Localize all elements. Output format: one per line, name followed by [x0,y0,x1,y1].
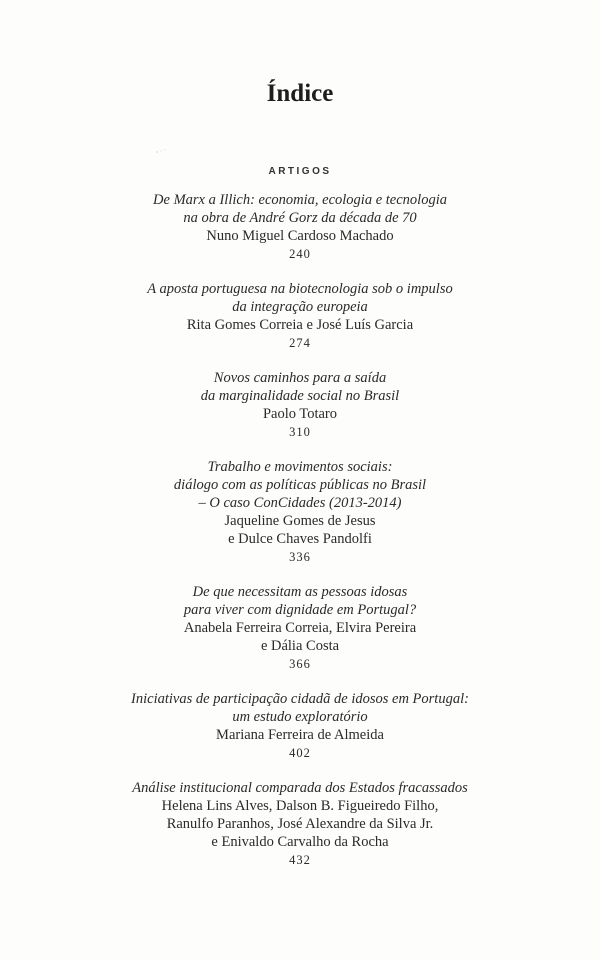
article-page-number: 274 [289,336,311,350]
article-title-line: diálogo com as políticas públicas no Brasil [173,477,427,493]
article-author-line: e Dulce Chaves Pandolfi [228,531,372,547]
article-title-line: De que necessitam as pessoas idosas [192,584,408,600]
article-author-line: Anabela Ferreira Correia, Elvira Pereira [183,620,417,636]
toc-entry [0,369,600,441]
article-title-line: – O caso ConCidades (2013-2014) [198,495,402,511]
toc-entry [0,191,600,263]
article-page-number: 310 [289,425,311,439]
article-title-line: Trabalho e movimentos sociais: [207,459,393,475]
section-heading: ARTIGOS [268,166,332,177]
article-page-number: 366 [289,657,311,671]
article-title-line: na obra de André Gorz da década de 70 [183,210,417,226]
article-title-line: Novos caminhos para a saída [213,370,387,386]
article-title-line: De Marx a Illich: economia, ecologia e tecnologia [153,192,447,208]
article-title-line: um estudo exploratório [232,709,368,725]
article-title-line: da integração europeia [232,299,368,315]
article-author-line: Mariana Ferreira de Almeida [216,727,384,743]
article-title-line: para viver com dignidade em Portugal? [183,602,417,618]
page-title: Índice [266,80,334,107]
toc-entry [0,779,600,869]
article-page-number: 402 [289,746,311,760]
article-author-line: Jaqueline Gomes de Jesus [224,513,376,529]
article-title-line: da marginalidade social no Brasil [200,388,400,404]
article-author-line: Ranulfo Paranhos, José Alexandre da Silva Jr. [166,816,434,832]
article-author-line: Paolo Totaro [262,406,338,422]
article-author-line: Rita Gomes Correia e José Luís Garcia [186,317,414,333]
article-title-line: Iniciativas de participação cidadã de idosos em Portugal: [131,691,469,707]
toc-entry [0,583,600,673]
toc-entry [0,280,600,352]
article-author-line: Helena Lins Alves, Dalson B. Figueiredo Filho, [161,798,439,814]
article-author-line: Nuno Miguel Cardoso Machado [206,228,394,244]
toc-entry [0,690,600,762]
toc-entries [0,191,600,869]
article-author-line: e Enivaldo Carvalho da Rocha [211,834,389,850]
toc-entry [0,458,600,566]
article-title-line: Análise institucional comparada dos Estados fracassados [132,780,468,796]
article-page-number: 432 [289,853,311,867]
article-author-line: e Dália Costa [260,638,340,654]
article-title-line: A aposta portuguesa na biotecnologia sob o impulso [147,281,453,297]
article-page-number: 240 [289,247,311,261]
scan-speck [155,148,169,154]
article-page-number: 336 [289,550,311,564]
